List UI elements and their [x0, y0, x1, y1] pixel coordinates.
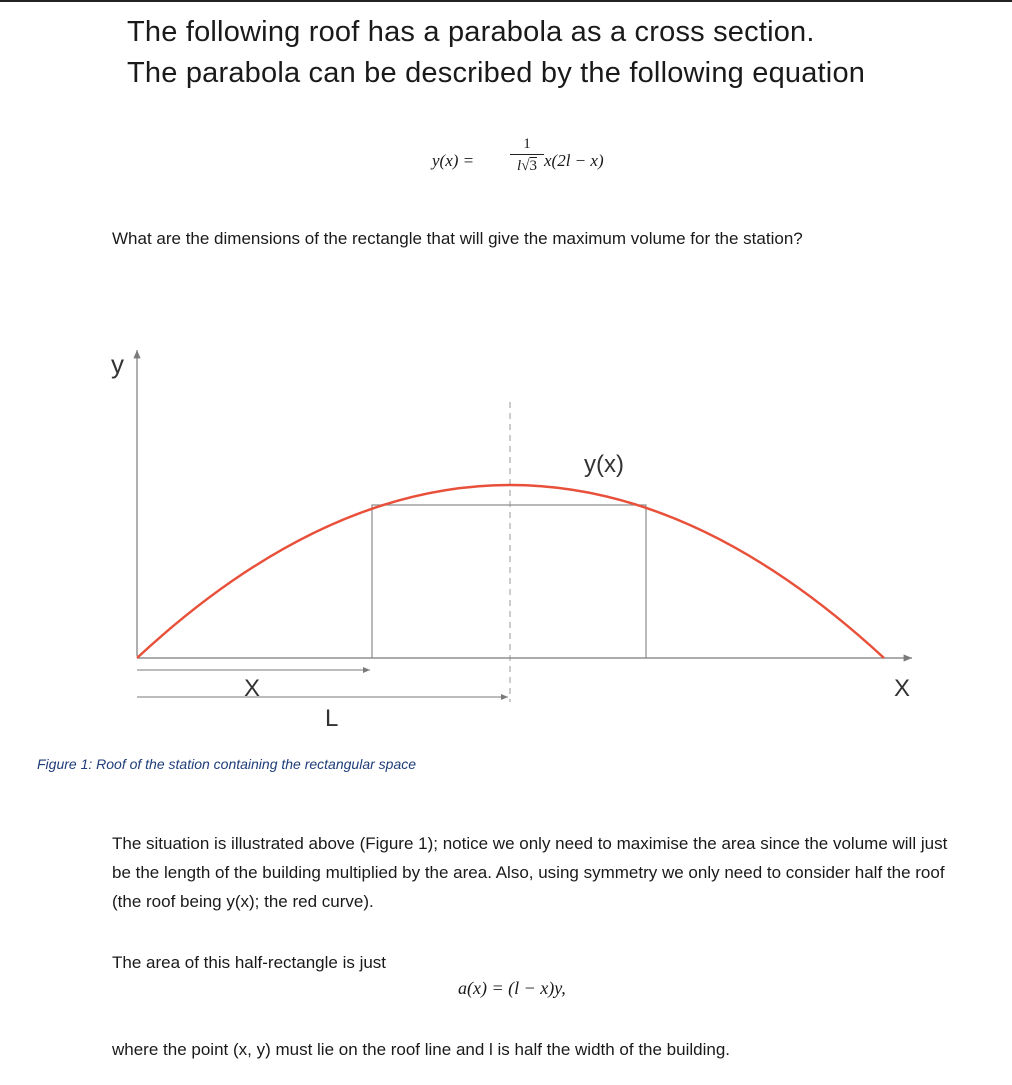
- fraction-numerator: 1: [523, 136, 531, 152]
- where-paragraph: where the point (x, y) must lie on the roof line and l is half the width of the building.: [112, 1040, 731, 1059]
- fraction-denominator: l√3: [517, 158, 537, 174]
- area-intro: The area of this half-rectangle is just: [112, 953, 387, 972]
- equation-fraction: [510, 135, 544, 175]
- denominator-sqrt: 3: [529, 158, 537, 174]
- intro-line-1: The following roof has a parabola as a cross section.: [127, 16, 815, 48]
- roof-diagram: [0, 340, 1012, 750]
- equation-rhs: x(2l − x): [544, 151, 604, 170]
- situation-paragraph: The situation is illustrated above (Figure 1); notice we only need to maximise the area since the volume will just be the length of the building multiplied by the area. Also, using symmetry we only need to consider half the roof (the roof being y(x); the red curve).: [112, 834, 948, 911]
- figure-caption: Figure 1: Roof of the station containing the rectangular space: [37, 756, 417, 772]
- equation-lhs: y(x) =: [432, 151, 475, 170]
- x-axis-label: X: [894, 675, 911, 702]
- parabola-equation: [432, 135, 692, 195]
- area-equation: a(x) = (l − x)y,: [458, 978, 566, 998]
- curve-label: y(x): [584, 451, 624, 478]
- intro-line-2: The parabola can be described by the following equation: [127, 57, 866, 89]
- denominator-l: l: [517, 158, 522, 174]
- y-axis-label: y: [111, 349, 124, 379]
- l-dimension-label: L: [325, 705, 339, 732]
- top-border: [0, 0, 1012, 2]
- inscribed-rectangle: [372, 505, 646, 658]
- fraction-bar: [510, 154, 544, 155]
- x-dimension-label: X: [244, 675, 261, 702]
- roof-figure: [0, 340, 1012, 755]
- question-text: What are the dimensions of the rectangle that will give the maximum volume for the station?: [112, 229, 803, 248]
